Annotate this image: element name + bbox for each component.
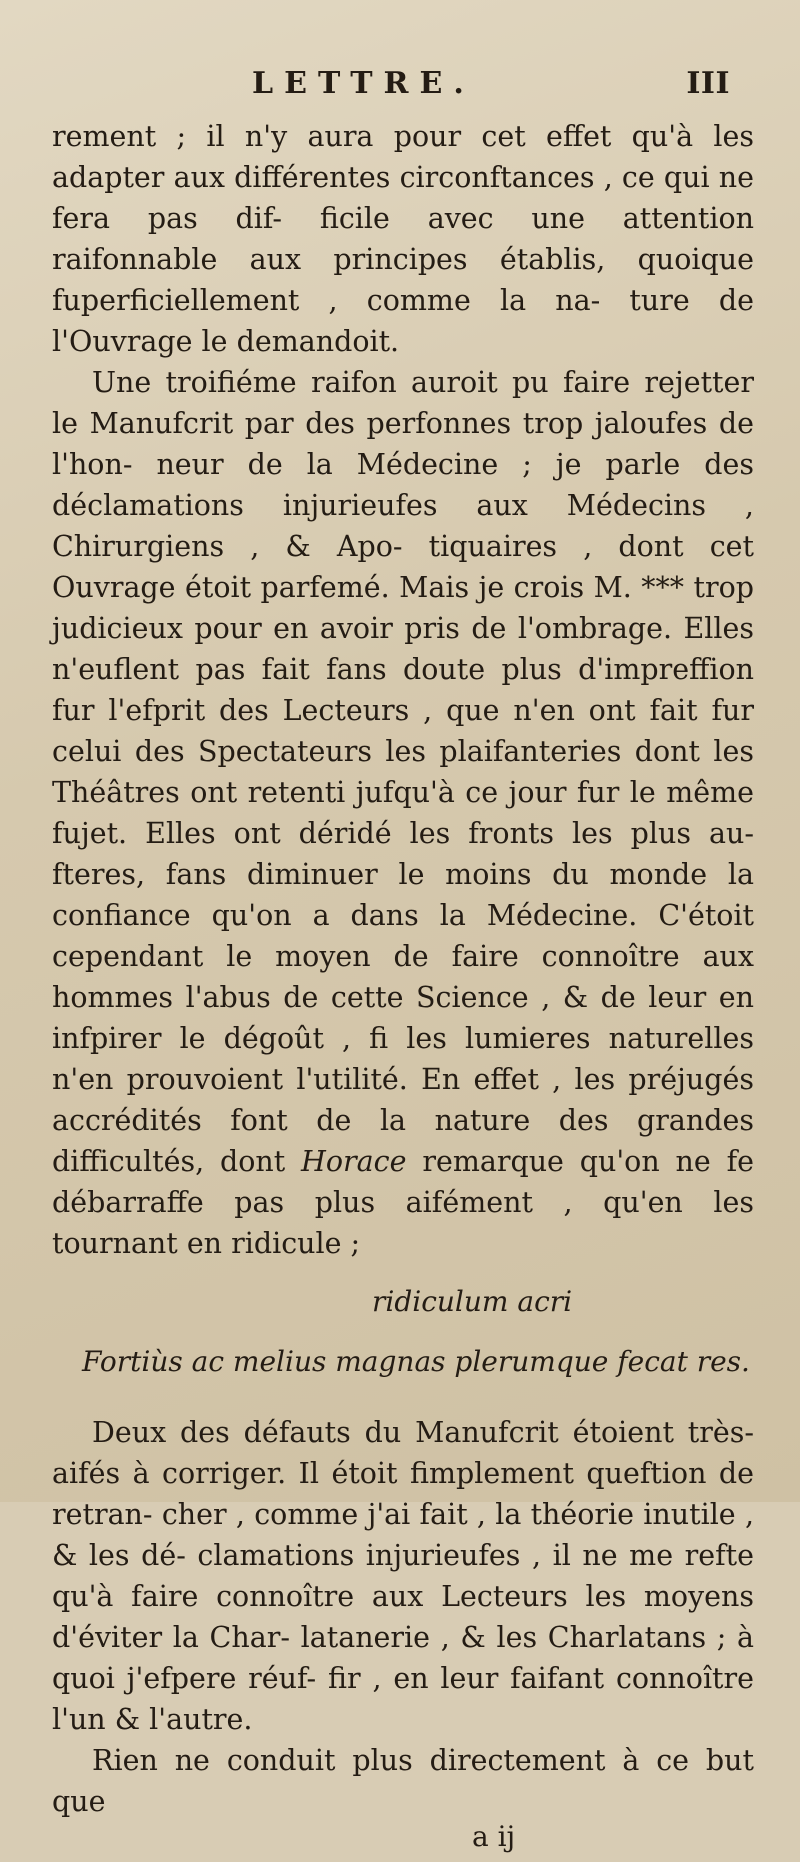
signature-mark: a ij [472, 1820, 516, 1853]
paragraph-continuation [52, 116, 754, 362]
text-line: je crois M. *** trop judicieux pour en avoir pris [52, 571, 754, 645]
page-number: III [686, 66, 730, 101]
text-line: fteres, fans diminuer le moins du monde la confiance [52, 858, 754, 932]
quote-line-2: Fortiùs ac melius magnas plerumque fecat res. [82, 1345, 750, 1378]
text-line: dont les Théâtres ont retenti jufqu'à ce jour fur le [52, 735, 754, 809]
text-line: fir , en leur faifant connoître l'un & l'autre. [52, 1662, 754, 1736]
text-line: tiquaires , dont cet Ouvrage étoit parfemé. Mais [52, 530, 755, 604]
text-line: clamations injurieufes , il ne me refte qu'à faire [52, 1539, 754, 1613]
text-line: établis, quoique fuperficiellement , comme la na- [52, 243, 754, 317]
text-line: ficile avec une attention raifonnable aux principes [52, 202, 754, 276]
running-head [52, 66, 754, 116]
text-line: neur de la Médecine ; je parle des déclamations [52, 448, 755, 522]
signature-mark-row [52, 1822, 754, 1862]
text-line: qu'on a dans la Médecine. C'étoit cependant le [52, 899, 755, 973]
running-title: LETTRE. [252, 66, 475, 101]
text-line: rement ; il n'y aura pour cet effet qu'à les adapter [52, 120, 754, 194]
latin-quotation [52, 1282, 754, 1382]
body-text [52, 116, 754, 1822]
text-line: ture de l'Ouvrage le demandoit. [52, 284, 754, 358]
text-line: en ridicule ; [186, 1227, 361, 1260]
text-line: injurieufes aux Médecins , Chirurgiens , & Apo- [52, 489, 754, 563]
author-name-horace: Horace [301, 1145, 407, 1178]
text-line: cher , comme j'ai fait , la théorie inutile , & les dé- [52, 1498, 754, 1572]
text-line: ont fait fur celui des Spectateurs les plaifanteries [52, 694, 754, 768]
text-line: aux différentes circonftances , ce qui ne fera pas dif- [52, 161, 754, 235]
text-line: effet , les préjugés accrédités font de la nature des [52, 1063, 754, 1137]
text-line: les lumieres naturelles n'en prouvoient l'utilité. En [52, 1022, 755, 1096]
text-line: cette Science , & de leur en infpirer le dégoût , fi [52, 981, 755, 1055]
quote-line-1: ridiculum acri [372, 1285, 573, 1318]
paragraph-third-reason [52, 362, 754, 1264]
text-line: Rien ne conduit plus directement à ce but que [52, 1744, 754, 1818]
paragraph-two-defects [52, 1412, 754, 1740]
spacer [52, 1382, 754, 1412]
text-line: de l'ombrage. Elles n'euflent pas fait fans doute [52, 612, 754, 686]
text-line: à corriger. Il étoit fimplement queftion de retran- [52, 1457, 755, 1531]
text-line: même fujet. Elles ont déridé les fronts les plus au- [52, 776, 754, 850]
text-line: Une troifiéme raifon auroit pu faire rejetter le [52, 366, 754, 440]
text-line: remarque qu'on ne [422, 1145, 711, 1178]
text-line: moyen de faire connoître aux hommes l'abus de [52, 940, 754, 1014]
text-line: grandes difficultés, dont [52, 1104, 754, 1178]
text-line: fe débarraffe pas plus aifément , qu'en les tournant [52, 1145, 754, 1260]
text-line: connoître aux Lecteurs les moyens d'éviter la Char- [52, 1580, 754, 1654]
text-line: Deux des défauts du Manufcrit étoient très-aifés [52, 1416, 754, 1490]
text-line: latanerie , & les Charlatans ; à quoi j'efpere réuf- [52, 1621, 755, 1695]
paragraph-rien [52, 1740, 754, 1822]
text-line: Manufcrit par des perfonnes trop jaloufes de l'hon- [52, 407, 755, 481]
text-line: plus d'impreffion fur l'efprit des Lecteurs , que n'en [52, 653, 754, 727]
